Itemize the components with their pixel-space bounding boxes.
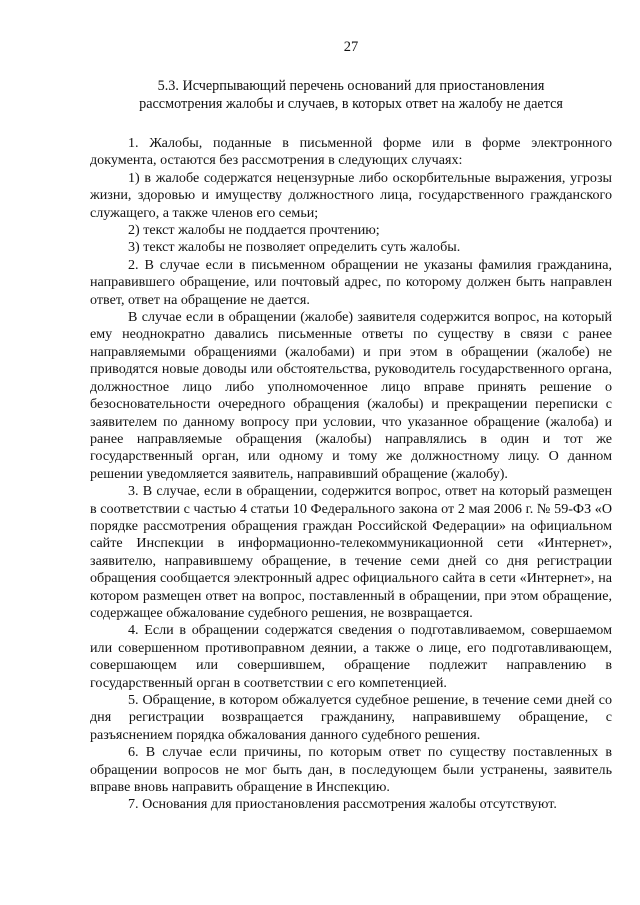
paragraph-7: 7. Основания для приостановления рассмотрения жалобы отсутствуют. (128, 796, 557, 813)
paragraph-4: 4. Если в обращении содержатся сведения о подготавливаемом, совершаемом или совершенном противоправном деянии, а также о лице, его подготавливающем, совершающем или совершившем, обращение подлежит направлению в государственный орган в соответствии с его компетенцией. (90, 622, 612, 691)
paragraph-3: 3. В случае, если в обращении, содержится вопрос, ответ на который размещен в соответствии с частью 4 статьи 10 Федерального закона от 2 мая 2006 г. № 59-ФЗ «О порядке рассмотрения обращения граждан Российской Федерации» на официальном сайте Инспекции в информационно-телекоммуникационной сети «Интернет», заявителю, направившему обращение, в течение семи дней со дня регистрации обращения сообщается электронный адрес официального сайта в сети «Интернет», на котором размещен ответ на вопрос, поставленный в обращении, при этом обращение, содержащее обжалование судебного решения, не возвращается. (90, 483, 612, 621)
paragraph-1-item-3: 3) текст жалобы не позволяет определить суть жалобы. (128, 239, 461, 256)
paragraph-2-continued: В случае если в обращении (жалобе) заявителя содержится вопрос, на который ему неоднократно давались письменные ответы по существу в связи с ранее направляемыми обращениями (жалобами) и при этом в обращении (жалобе) не приводятся новые доводы или обстоятельства, руководитель государственного органа, должностное лицо либо уполномоченное лицо вправе принять решение о безосновательности очередного обращения (жалобы) и прекращении переписки с заявителем по данному вопросу при условии, что указанное обращение (жалоба) и ранее направляемые обращения (жалобы) направлялись в один и тот же государственный орган, или одному и тому же должностному лицу. О данном решении уведомляется заявитель, направивший обращение (жалобу). (90, 309, 612, 482)
document-body (90, 135, 612, 814)
paragraph-6: 6. В случае если причины, по которым ответ по существу поставленных в обращении вопросов не мог быть дан, в последующем были устранены, заявитель вправе вновь направить обращение в Инспекцию. (90, 744, 612, 796)
paragraph-1-item-1: 1) в жалобе содержатся нецензурные либо оскорбительные выражения, угрозы жизни, здоровью и имуществу должностного лица, государственного гражданского служащего, а также членов его семьи; (90, 169, 612, 221)
page-number: 27 (343, 39, 359, 55)
paragraph-5: 5. Обращение, в котором обжалуется судебное решение, в течение семи дней со дня регистрации возвращается гражданину, направившему обращение, с разъяснением порядка обжалования данного судебного решения. (90, 692, 612, 743)
section-title-line-2: рассмотрения жалобы и случаев, в которых ответ на жалобу не дается (139, 95, 563, 112)
paragraph-1: 1. Жалобы, поданные в письменной форме или в форме электронного документа, остаются без рассмотрения в следующих случаях: (90, 135, 612, 169)
paragraph-1-item-2: 2) текст жалобы не поддается прочтению; (128, 222, 380, 239)
section-title (90, 78, 612, 113)
paragraph-2: 2. В случае если в письменном обращении не указаны фамилия гражданина, направившего обращение, или почтовый адрес, по которому должен быть направлен ответ, ответ на обращение не дается. (90, 256, 612, 308)
section-title-line-1: 5.3. Исчерпывающий перечень оснований для приостановления (157, 78, 545, 94)
